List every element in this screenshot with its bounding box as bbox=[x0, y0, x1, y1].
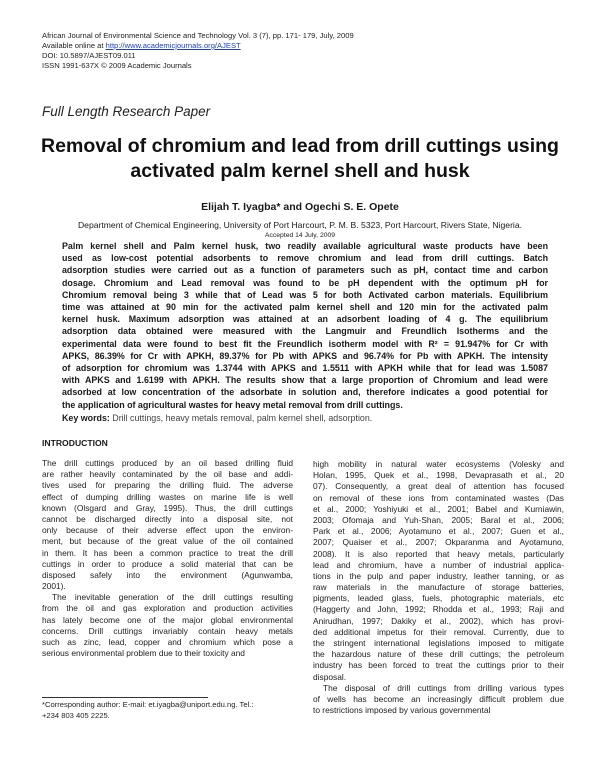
text-line: raw materials in the manufacture of storage batteries, bbox=[313, 582, 564, 593]
title-line: activated palm kernel shell and husk bbox=[130, 160, 470, 182]
left-column-text bbox=[42, 458, 293, 659]
text-line: from the oil and gas exploration and production activities bbox=[42, 603, 293, 614]
doi: DOI: 10.5897/AJEST09.011 bbox=[42, 51, 136, 60]
text-line: Park et al., 2006; Ayotamuno et al., 2007; Guen et al., bbox=[313, 526, 564, 537]
text-line: cannot be discharged directly into a disposal site, not bbox=[42, 513, 293, 524]
text-line: Chromium removal being 3 while that of Lead was 5 for both Activated carbon materials. Equilibrium bbox=[62, 289, 548, 300]
paper-title bbox=[0, 134, 600, 184]
text-line: dosage. Chromium and Lead removal was found to be pH dependent with the optimum pH for bbox=[62, 277, 548, 288]
footnote-divider bbox=[42, 697, 208, 698]
text-line: ded additional impetus for their removal. Currently, due to bbox=[313, 626, 564, 637]
keywords bbox=[62, 413, 372, 424]
section-heading-introduction: INTRODUCTION bbox=[42, 438, 108, 448]
text-line: industry has been forced to treat the cuttings prior to their bbox=[313, 660, 564, 671]
abstract bbox=[62, 240, 548, 411]
text-line: cuttings in order to produce a solid material that can be bbox=[42, 558, 293, 569]
text-line: The disposal of drill cuttings from drilling various types bbox=[323, 682, 564, 693]
text-line: 2001). bbox=[42, 581, 66, 592]
text-line: the stringent international legislations imposed to mitigate bbox=[313, 638, 564, 648]
text-line: the application of agricultural wastes for heavy metal removal from drill cuttings. bbox=[62, 399, 403, 410]
text-line: APKS, 86.39% for Cr with APKH, 89.37% for Pb with APKS and 96.74% for Pb with APKH. The intensity bbox=[62, 350, 548, 361]
text-line: kernel husk. Maximum adsorption was attained at an adsorbent loading of 4 g. The equilibrium bbox=[62, 314, 548, 325]
text-line: disposal. bbox=[313, 671, 347, 682]
paper-type: Full Length Research Paper bbox=[42, 104, 211, 119]
text-line: tives used for preparing the drilling fluid. The adverse bbox=[42, 480, 293, 491]
accepted-date: Accepted 14 July, 2009 bbox=[264, 232, 336, 239]
journal-citation: African Journal of Environmental Science and Technology Vol. 3 (7), pp. 171- 179, July, 2009 bbox=[42, 31, 354, 40]
text-line: tions in the pulp and paper industry, leather tanning, or as bbox=[313, 570, 564, 581]
text-line: effect of dumping drilling wastes on marine life is well bbox=[42, 491, 293, 502]
text-line: in them. It has been a common practice to treat the drill bbox=[42, 547, 293, 558]
keywords-value: Drill cuttings, heavy metals removal, palm kernel shell, adsorption. bbox=[109, 413, 373, 423]
text-line: high mobility in natural water ecosystems (Volesky and bbox=[313, 459, 564, 469]
text-line: adsorption data obtained were measured with the Langmuir and Freundlich Isotherms and the bbox=[62, 326, 548, 337]
title-line: Removal of chromium and lead from drill cuttings using bbox=[41, 135, 559, 157]
affiliation: Department of Chemical Engineering, University of Port Harcourt, P. M. B. 5323, Port Harcourt, Rivers State, Nigeria. bbox=[77, 220, 523, 230]
text-line: on removal of these ions from contaminated wastes (Das bbox=[313, 492, 564, 503]
availability-line bbox=[42, 41, 354, 51]
availability-prefix: Available online at bbox=[42, 41, 106, 50]
text-line: known (Olsgard and Gray, 1995). Thus, the drill cuttings bbox=[42, 502, 293, 513]
journal-url-link[interactable]: http://www.academicjournals.org/AJEST bbox=[105, 41, 241, 50]
text-line: has lately become one of the major global environmental bbox=[42, 614, 293, 625]
text-line: to restrictions imposed by various governmental bbox=[313, 705, 491, 716]
text-line: Palm kernel shell and Palm kernel husk, two readily available agricultural waste products have been bbox=[62, 241, 548, 251]
keywords-label: Key words: bbox=[62, 413, 110, 423]
text-line: used as low-cost potential adsorbents to remove chromium and lead from drill cuttings. Batch bbox=[62, 253, 548, 264]
text-line: such as zinc, lead, copper and chromium which pose a bbox=[42, 637, 293, 647]
text-line: concerns. Drill cuttings invariably contain heavy metals bbox=[42, 625, 293, 636]
text-line: of adsorption for chromium was 1.3744 with APKS and 1.5511 with APKH while that for lead was 1.5087 bbox=[62, 363, 548, 374]
text-line: are rather heavily contaminated by the oil base and addi- bbox=[42, 469, 293, 480]
text-line: adsorption studies were carried out as a function of parameters such as pH, contact time and carbon bbox=[62, 265, 548, 276]
text-line: time was attained at 90 min for the activated palm kernel shell and 120 min for the activated palm bbox=[62, 302, 548, 313]
issn: ISSN 1991-637X © 2009 Academic Journals bbox=[42, 61, 192, 70]
text-line: disposed safely into the environment (Agunwamba, bbox=[42, 569, 293, 580]
footnote-line: +234 803 405 2225. bbox=[42, 711, 110, 720]
text-line: ment, but because of the great value of the oil contained bbox=[42, 536, 293, 547]
text-line: (Haggerty and John, 1992; Rhodda et al., 1993; Raji and bbox=[313, 604, 564, 615]
authors: Elijah T. Iyagba* and Ogechi S. E. Opete bbox=[201, 201, 399, 213]
footnote-line: *Corresponding author: E-mail: et.iyagba@uniport.edu.ng. Tel.: bbox=[42, 700, 254, 709]
journal-header bbox=[42, 31, 354, 71]
text-line: The drill cuttings produced by an oil based drilling fluid bbox=[42, 458, 293, 468]
text-line: lead and chromium, have a number of industrial applica- bbox=[313, 559, 564, 570]
text-line: The inevitable generation of the drill cuttings resulting bbox=[52, 592, 293, 603]
text-line: 2008). It is also reported that heavy metals, particularly bbox=[313, 548, 564, 559]
text-line: et al., 2000; Yoshiyuki et al., 2001; Babel and Kurniawin, bbox=[313, 503, 564, 514]
text-line: pigments, leaded glass, fuels, photographic materials, etc bbox=[313, 593, 564, 604]
right-column-text bbox=[313, 459, 564, 716]
text-line: Holan, 1995, Quek et al., 1998, Devaprasath et al., 20 bbox=[313, 470, 564, 481]
text-line: 2007; Quaiser et al., 2007; Okparanma and Ayotamuno, bbox=[313, 537, 564, 548]
text-line: the hazardous nature of these drill cuttings; the petroleum bbox=[313, 649, 564, 660]
footnote bbox=[42, 699, 294, 721]
text-line: 07). Consequently, a great deal of attention has focused bbox=[313, 481, 564, 492]
text-line: experimental data were found to best fit the Freundlich isotherm model with R² = 91.947% for Cr with bbox=[62, 338, 548, 349]
text-line: 2003; Ofomaja and Yuh-Shan, 2005; Baral et al., 2006; bbox=[313, 514, 564, 525]
text-line: only because of their adverse effect upon the environ- bbox=[42, 525, 293, 536]
text-line: serious environmental problem due to their toxicity and bbox=[42, 648, 245, 659]
text-line: with APKS and 1.6199 with APKH. The results show that a large proportion of Chromium and lead were bbox=[62, 375, 548, 386]
text-line: Anirudhan, 1997; Dakiky et al., 2002), which has provi- bbox=[313, 615, 564, 626]
text-line: of wells has become an increasingly difficult problem due bbox=[313, 693, 564, 704]
text-line: adsorbed at low concentration of the adsorbate in solution and, therefore indicates a good potential for bbox=[62, 387, 548, 398]
